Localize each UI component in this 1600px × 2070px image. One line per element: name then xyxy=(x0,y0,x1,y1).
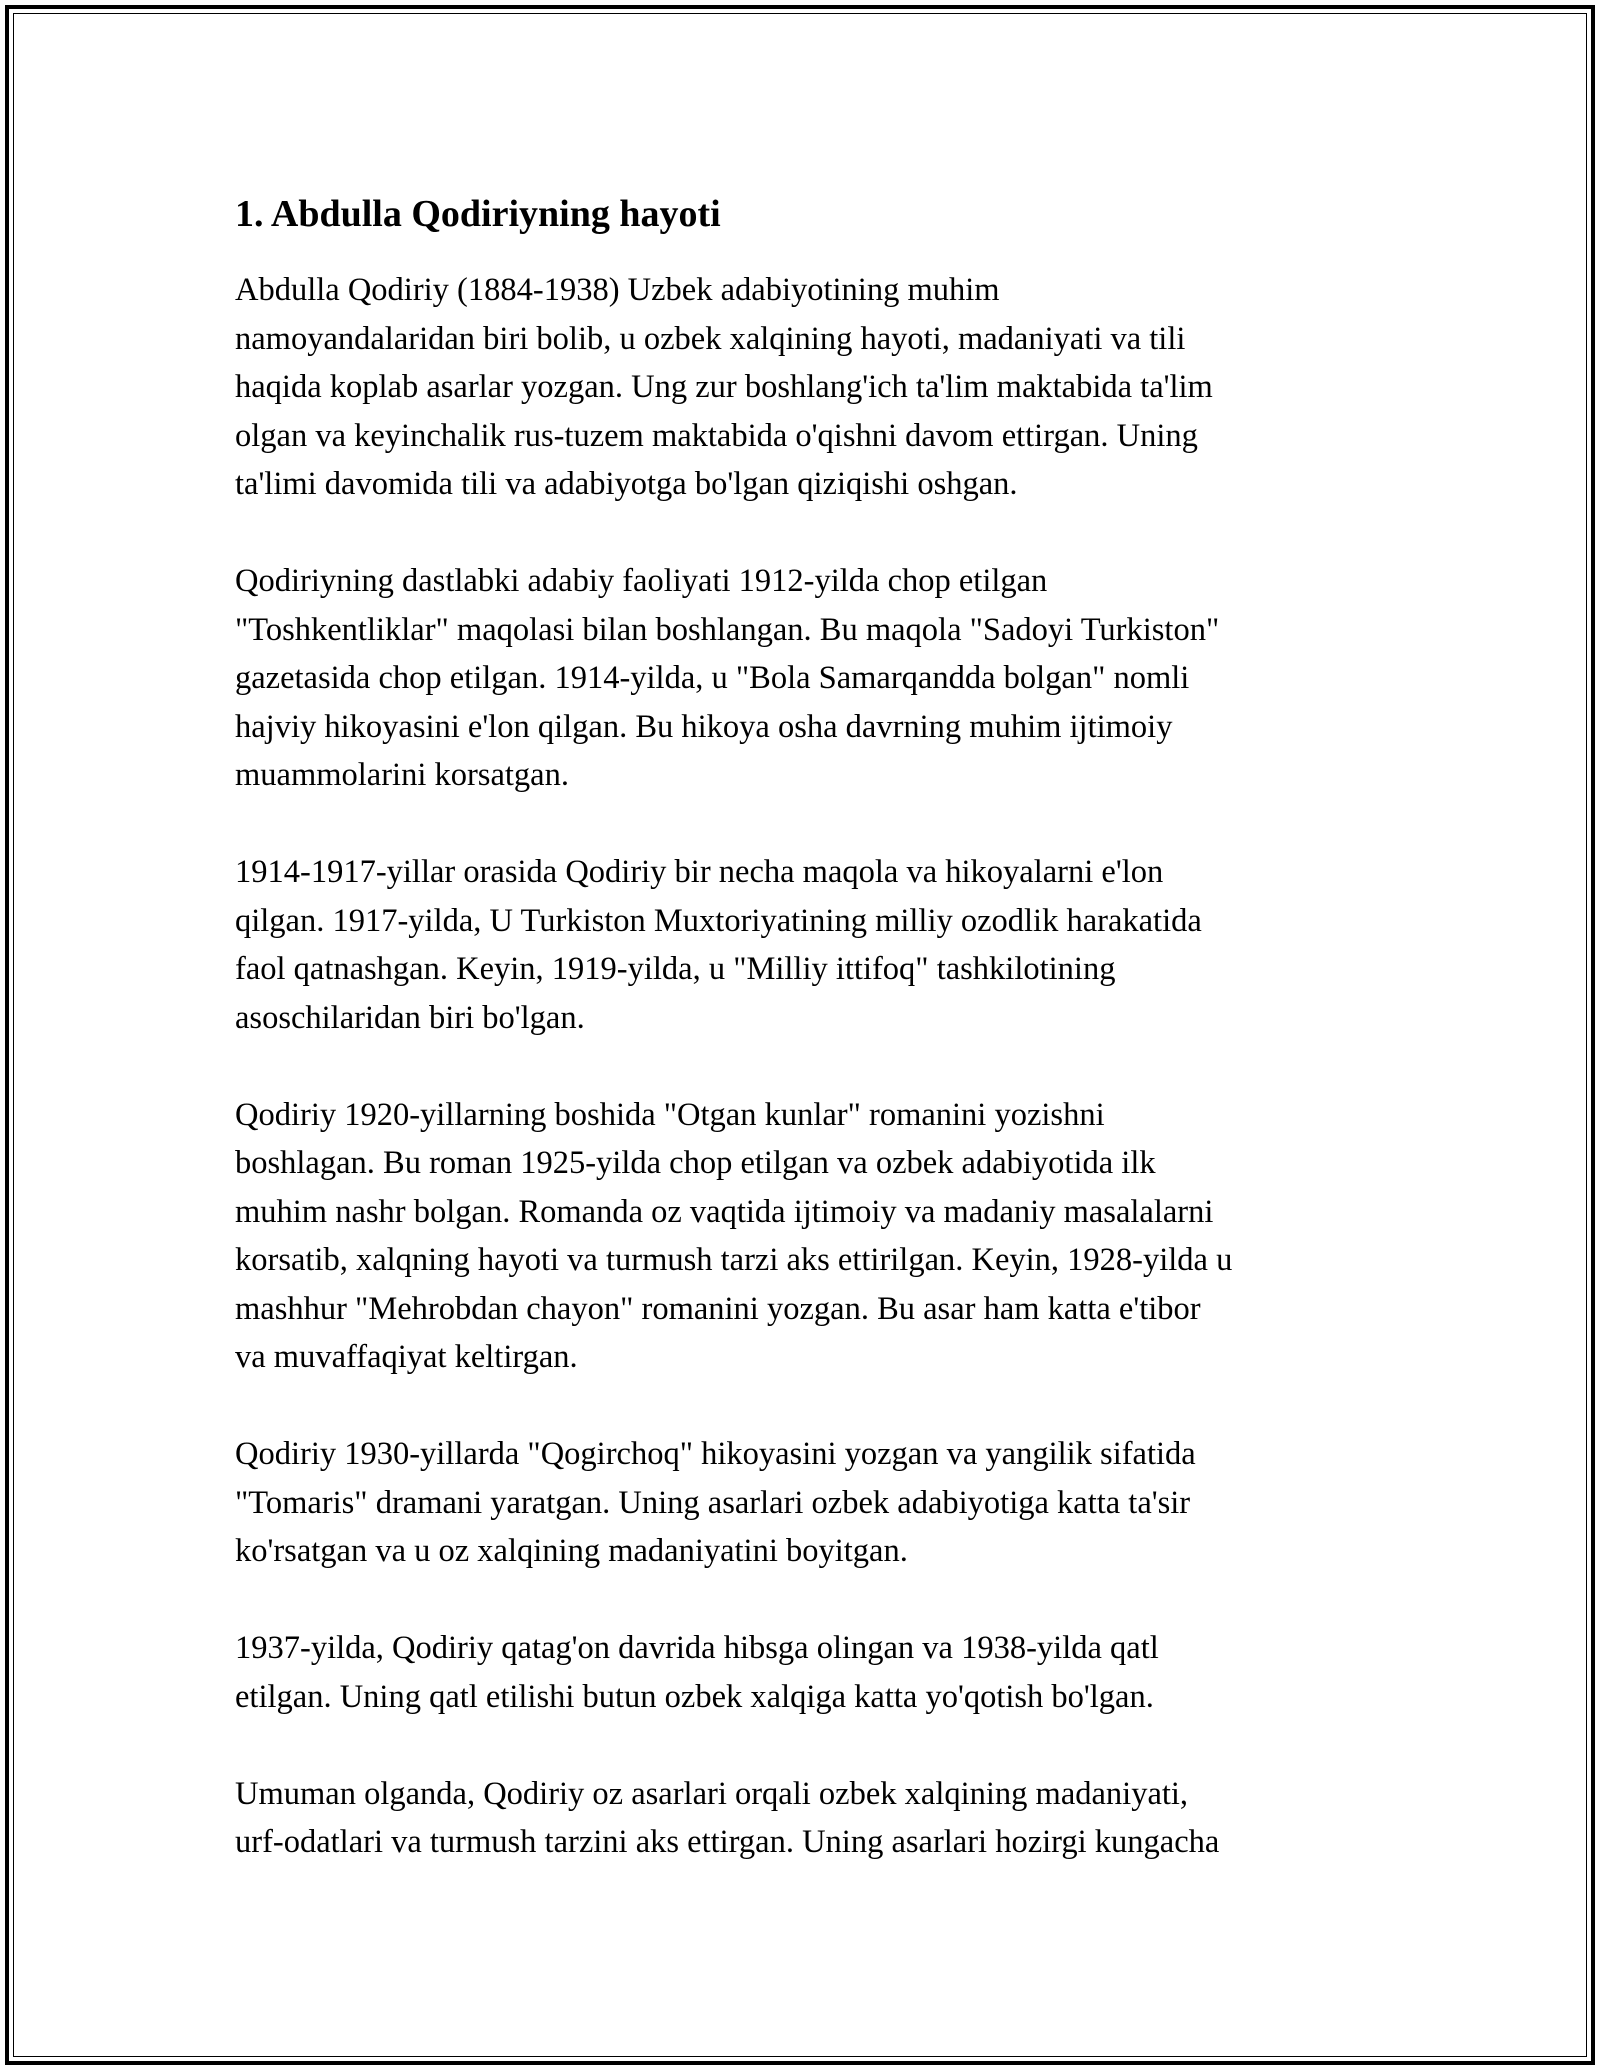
text-line: Abdulla Qodiriy (1884-1938) Uzbek adabiyotining muhim xyxy=(235,272,1000,308)
text-line: faol qatnashgan. Keyin, 1919-yilda, u "Milliy ittifoq" tashkilotining xyxy=(235,951,1116,987)
paragraph xyxy=(235,1624,1370,1721)
text-line: hajviy hikoyasini e'lon qilgan. Bu hikoya osha davrning muhim ijtimoiy xyxy=(235,708,1173,745)
paragraph xyxy=(235,266,1370,509)
paragraph xyxy=(235,848,1370,1042)
section-heading: 1. Abdulla Qodiriyning hayoti xyxy=(235,193,721,235)
paragraph xyxy=(235,1770,1370,1867)
text-line: qilgan. 1917-yilda, U Turkiston Muxtoriyatining milliy ozodlik harakatida xyxy=(235,902,1202,939)
text-line: ko'rsatgan va u oz xalqining madaniyatini boyitgan. xyxy=(235,1533,908,1569)
text-line: urf-odatlari va turmush tarzini aks ettirgan. Uning asarlari hozirgi kungacha xyxy=(235,1824,1220,1860)
paragraph-list xyxy=(235,266,1370,1867)
text-line: olgan va keyinchalik rus-tuzem maktabida o'qishni davom ettirgan. Uning xyxy=(235,417,1198,454)
text-line: namoyandalaridan biri bolib, u ozbek xalqining hayoti, madaniyati va tili xyxy=(235,320,1186,357)
text-line: Umuman olganda, Qodiriy oz asarlari orqali ozbek xalqining madaniyati, xyxy=(235,1775,1189,1812)
paragraph xyxy=(235,557,1370,800)
text-line: ta'limi davomida tili va adabiyotga bo'lgan qiziqishi oshgan. xyxy=(235,466,1018,502)
text-line: "Toshkentliklar" maqolasi bilan boshlangan. Bu maqola "Sadoyi Turkiston" xyxy=(235,611,1220,648)
text-line: muammolarini korsatgan. xyxy=(235,757,569,793)
text-line: boshlagan. Bu roman 1925-yilda chop etilgan va ozbek adabiyotida ilk xyxy=(235,1145,1156,1181)
text-line: gazetasida chop etilgan. 1914-yilda, u "Bola Samarqandda bolgan" nomli xyxy=(235,660,1190,696)
text-line: Qodiriy 1930-yillarda "Qogirchoq" hikoyasini yozgan va yangilik sifatida xyxy=(235,1436,1196,1472)
text-line: mashhur "Mehrobdan chayon" romanini yozgan. Bu asar ham katta e'tibor xyxy=(235,1290,1201,1327)
text-line: "Tomaris" dramani yaratgan. Uning asarlari ozbek adabiyotiga katta ta'sir xyxy=(235,1484,1191,1521)
text-line: asoschilaridan biri bo'lgan. xyxy=(235,999,585,1036)
document-body xyxy=(235,182,1370,1915)
text-line: Qodiriy 1920-yillarning boshida "Otgan kunlar" romanini yozishni xyxy=(235,1096,1105,1133)
paragraph xyxy=(235,1091,1370,1382)
text-line: haqida koplab asarlar yozgan. Ung zur boshlang'ich ta'lim maktabida ta'lim xyxy=(235,369,1213,405)
text-line: 1937-yilda, Qodiriy qatag'on davrida hibsga olingan va 1938-yilda qatl xyxy=(235,1630,1159,1666)
text-line: 1914-1917-yillar orasida Qodiriy bir necha maqola va hikoyalarni e'lon xyxy=(235,854,1164,890)
text-line: va muvaffaqiyat keltirgan. xyxy=(235,1339,578,1375)
text-line: korsatib, xalqning hayoti va turmush tarzi aks ettirilgan. Keyin, 1928-yilda u xyxy=(235,1242,1233,1278)
text-line: Qodiriyning dastlabki adabiy faoliyati 1912-yilda chop etilgan xyxy=(235,563,1048,599)
text-line: muhim nashr bolgan. Romanda oz vaqtida ijtimoiy va madaniy masalalarni xyxy=(235,1193,1214,1230)
paragraph xyxy=(235,1430,1370,1576)
text-line: etilgan. Uning qatl etilishi butun ozbek xalqiga katta yo'qotish bo'lgan. xyxy=(235,1678,1154,1715)
